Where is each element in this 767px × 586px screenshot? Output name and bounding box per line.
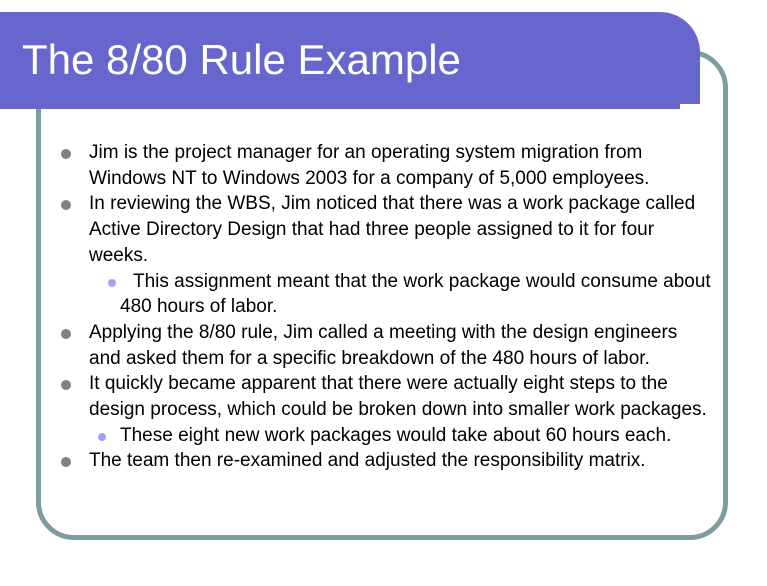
bullet-item: [0, 448, 714, 474]
bullet-icon: [61, 149, 71, 159]
bullet-text: It quickly became apparent that there were actually eight steps to the design process, which could be broken down into smaller work packages.: [89, 373, 707, 421]
bullet-item: [0, 191, 714, 268]
sub-bullet-text: These eight new work packages would take about 60 hours each.: [120, 424, 672, 446]
bullet-item: [0, 371, 714, 422]
bullet-item: [0, 320, 714, 371]
sub-bullet-item: [0, 269, 715, 320]
bullet-item: [0, 140, 714, 191]
sub-bullet-icon: [108, 279, 116, 287]
bullet-text: The team then re-examined and adjusted the responsibility matrix.: [89, 450, 646, 472]
sub-bullet-icon: [98, 433, 106, 441]
bullet-icon: [61, 380, 71, 390]
bullet-icon: [61, 457, 71, 467]
bullet-list: [0, 140, 767, 474]
bullet-icon: [61, 329, 71, 339]
bullet-text: Applying the 8/80 rule, Jim called a meeting with the design engineers and asked them for a specific breakdown of the 480 hours of labor.: [89, 321, 678, 369]
sub-bullet-item: [0, 423, 715, 449]
bullet-text: In reviewing the WBS, Jim noticed that there was a work package called Active Directory Design that had three people assigned to it for four weeks.: [89, 193, 696, 266]
bullet-text: Jim is the project manager for an operating system migration from Windows NT to Windows 2003 for a company of 5,000 employees.: [89, 142, 650, 189]
slide-title: The 8/80 Rule Example: [22, 36, 461, 83]
title-underline: [0, 104, 680, 109]
sub-bullet-text: This assignment meant that the work package would consume about 480 hours of labor.: [120, 270, 711, 318]
bullet-icon: [61, 200, 71, 210]
